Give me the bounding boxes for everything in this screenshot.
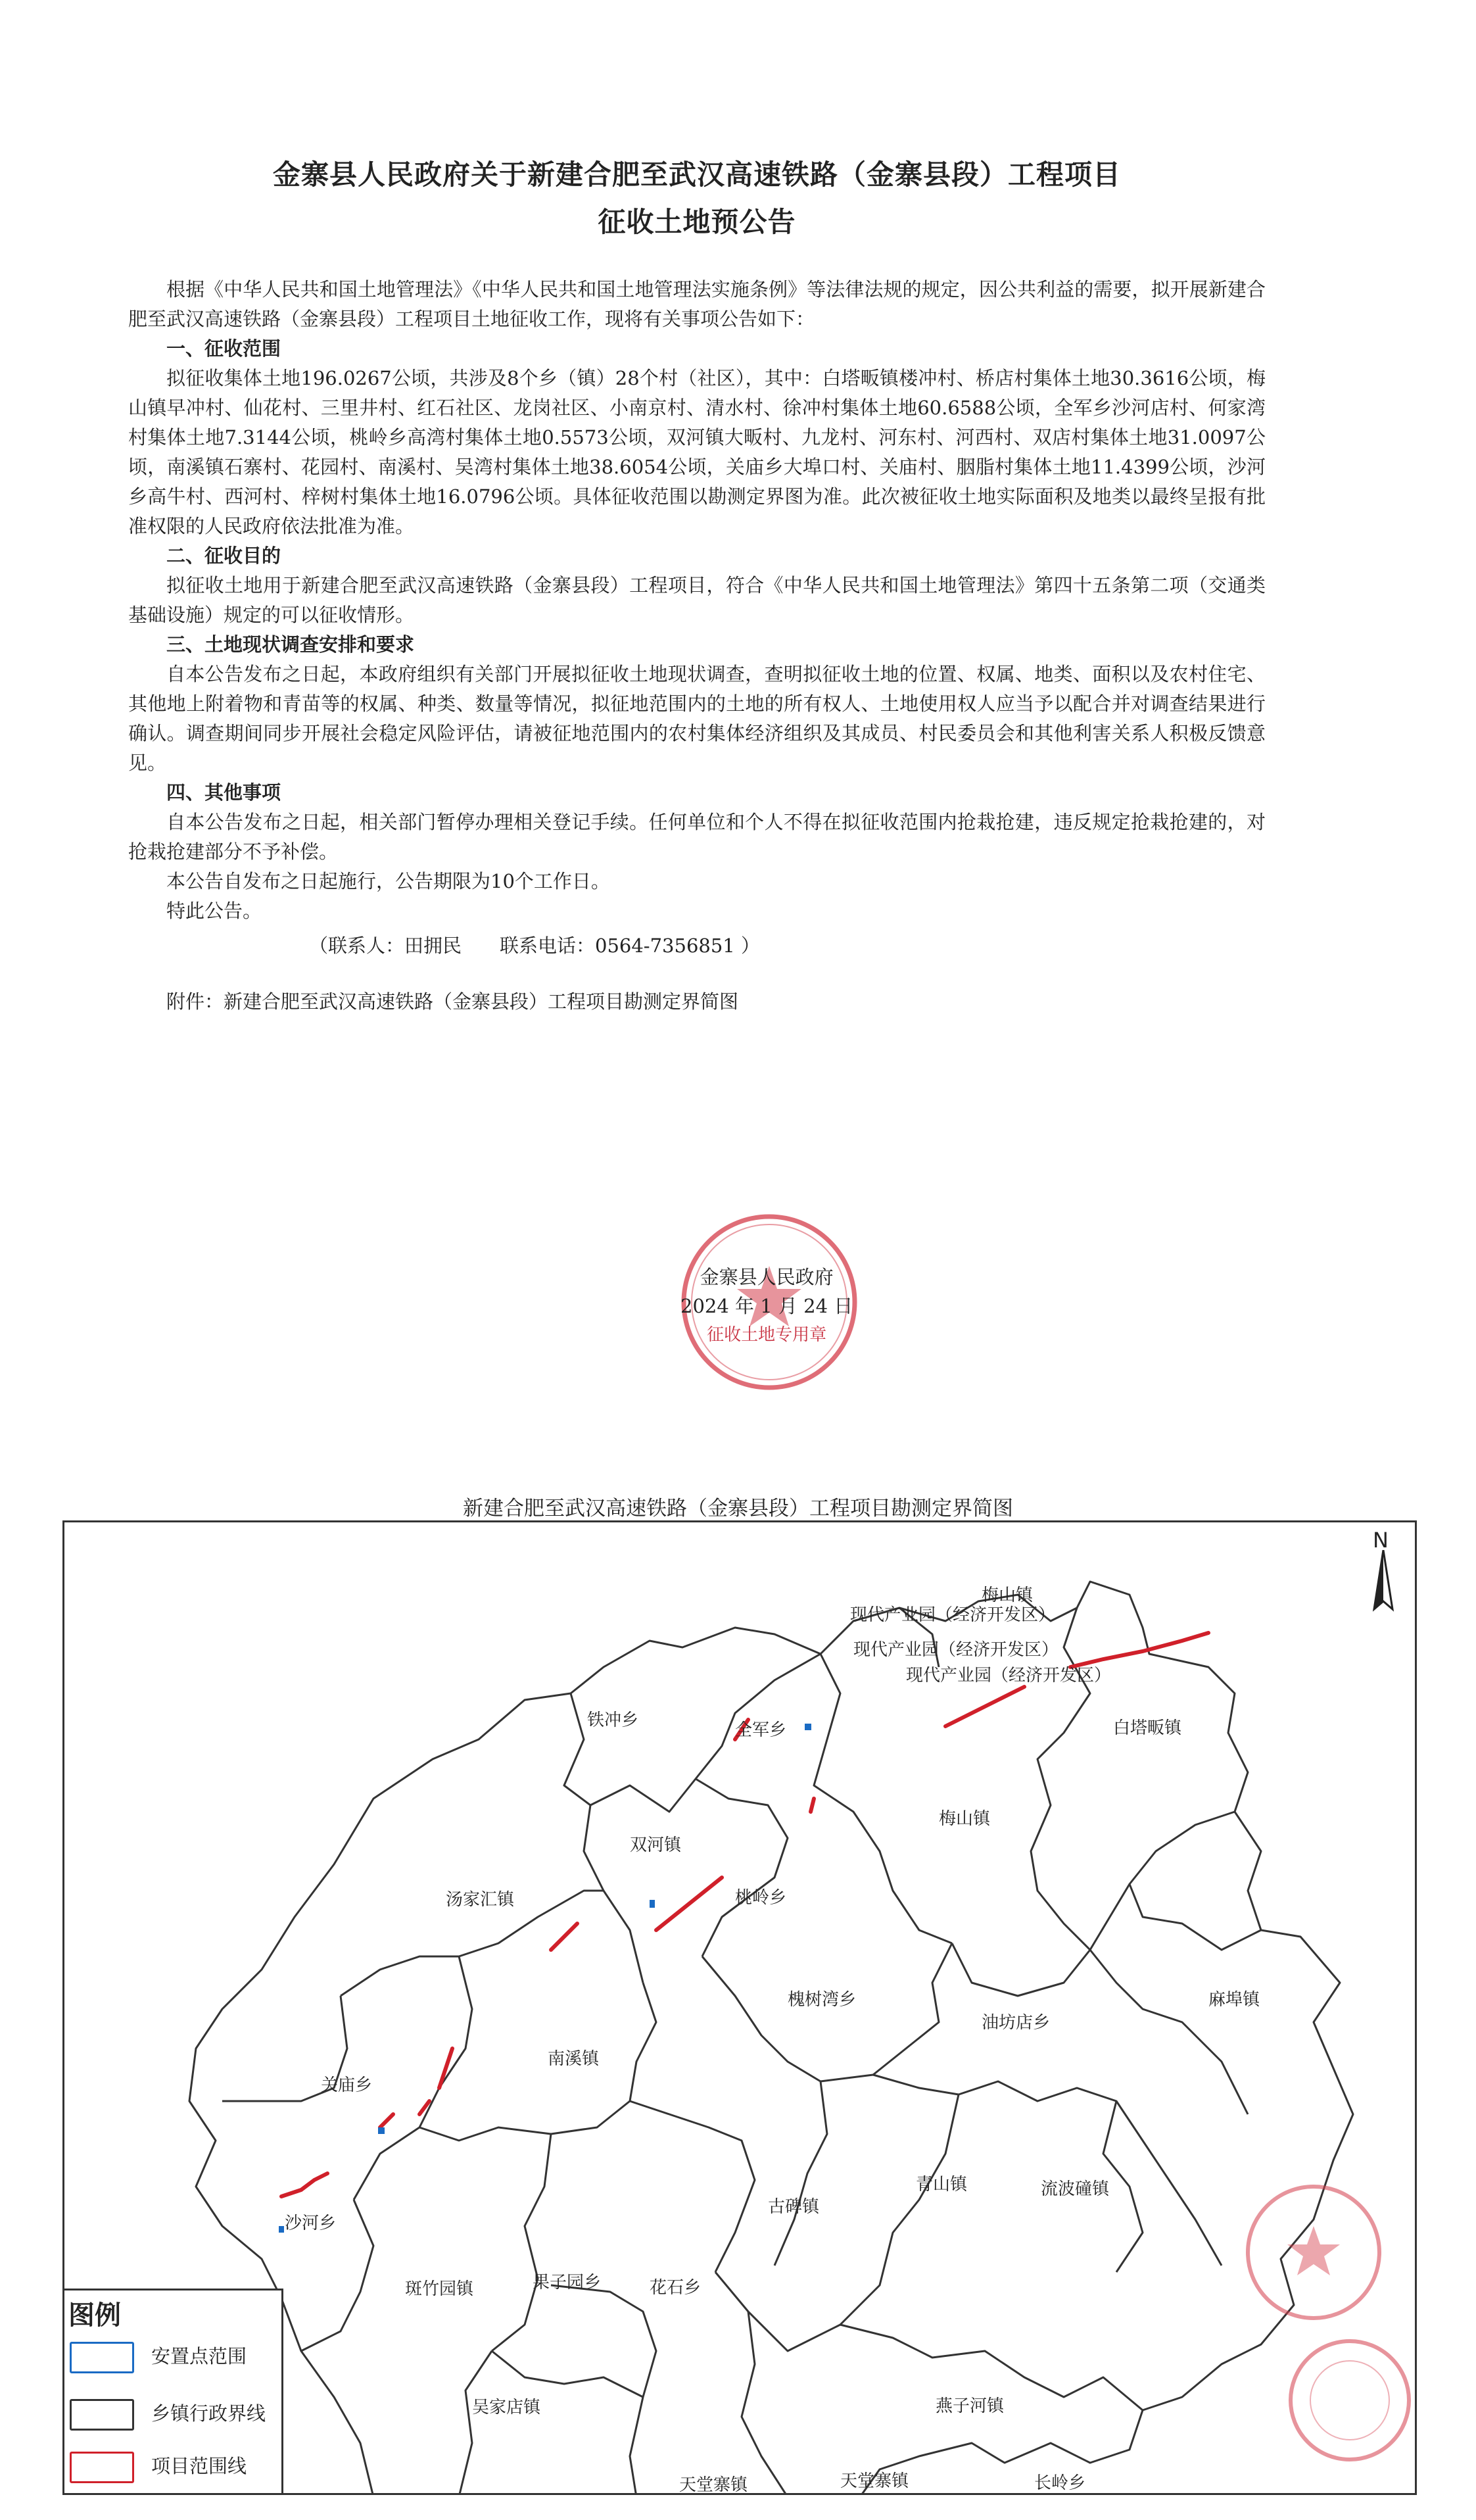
map-town-label: 桃岭乡 [735, 1888, 787, 1908]
map-town-label: 关庙乡 [321, 2075, 373, 2095]
map-town-label: 白塔畈镇 [1113, 1718, 1182, 1738]
north-arrow-icon [1364, 1530, 1403, 1596]
land-survey-seal-icon [1284, 2335, 1416, 2466]
map-town-label: 花石乡 [650, 2278, 702, 2298]
section-paragraph: 自本公告发布之日起，相关部门暂停办理相关登记手续。任何单位和个人不得在拟征收范围内抢栽抢建，违反规定抢栽抢建的，对抢栽抢建部分不予补偿。 [128, 811, 1266, 863]
map-town-label: 青山镇 [916, 2175, 968, 2194]
notice-document [128, 151, 1266, 1017]
section-paragraph: 特此公告。 [166, 900, 262, 922]
legend-label: 项目范围线 [151, 2455, 247, 2477]
map-town-label: 油坊店乡 [982, 2013, 1051, 2033]
map-town-label: 梅山镇 [982, 1586, 1034, 1605]
map-town-label: 汤家汇镇 [446, 1890, 515, 1910]
attachment-note: 附件：新建合肥至武汉高速铁路（金寨县段）工程项目勘测定界简图 [166, 990, 739, 1013]
section-paragraph: 拟征收集体土地196.0267公顷，共涉及8个乡（镇）28个村（社区），其中：白塔畈镇楼冲村、桥店村集体土地30.3616公顷，梅山镇早冲村、仙花村、三里井村、红石社区、龙岗社区、小南京村、清水村、徐冲村集体土地60.6588公顷，全军乡沙河店村、何家湾村集体土地7.3144公顷，桃岭乡高湾村集体土地0.5573公顷，双河镇大畈村、九龙村、河东村、河西村、双店村集体土地31.0097公顷，南溪镇石寨村、花园村、南溪村、吴湾村集体土地38.6054公顷，关庙乡大埠口村、关庙村、胭脂村集体土地11.4399公顷，沙河乡高牛村、西河村、梓树村集体土地16.0796公顷。具体征收范围以勘测定界图为准。此次被征收土地实际面积及地类以最终呈报有批准权限的人民政府依法批准为准。 [128, 367, 1266, 537]
notice-title-line1: 金寨县人民政府关于新建合肥至武汉高速铁路（金寨县段）工程项目 [272, 158, 1121, 191]
map-town-label: 斑竹园镇 [405, 2279, 474, 2299]
map-town-label: 现代产业园（经济开发区） [906, 1666, 1112, 1685]
legend-label: 乡镇行政界线 [151, 2402, 266, 2425]
seal-text: 征收土地专用章 [707, 1325, 827, 1345]
legend-title: 图例 [68, 2300, 121, 2331]
legend-item-project-line [70, 2452, 247, 2483]
map-town-label: 流波䃥镇 [1041, 2179, 1110, 2199]
settlement-swatch-icon [70, 2342, 134, 2373]
map-town-label: 古碑镇 [768, 2197, 820, 2217]
map-legend [64, 2289, 283, 2495]
map-town-label: 燕子河镇 [936, 2396, 1005, 2416]
map-town-label: 槐树湾乡 [788, 1990, 857, 2010]
map-town-label: 现代产业园（经济开发区） [850, 1605, 1056, 1625]
boundary-swatch-icon [70, 2399, 134, 2431]
project-line-swatch-icon [70, 2452, 134, 2483]
map-title: 新建合肥至武汉高速铁路（金寨县段）工程项目勘测定界简图 [463, 1497, 1013, 1520]
map-town-label: 铁冲乡 [587, 1710, 639, 1730]
legend-item-township-boundary [70, 2399, 266, 2431]
bureau-seal-icon [1241, 2180, 1386, 2325]
north-label: N [1373, 1528, 1389, 1553]
section-paragraph: 拟征收土地用于新建合肥至武汉高速铁路（金寨县段）工程项目，符合《中华人民共和国土地管理法》第四十五条第二项（交通类基础设施）规定的可以征收情形。 [128, 574, 1266, 626]
map-town-label: 天堂寨镇 [840, 2471, 909, 2491]
map-town-label: 天堂寨镇 [679, 2475, 748, 2495]
map-town-label: 全军乡 [735, 1720, 787, 1740]
section-paragraph: 本公告自发布之日起施行，公告期限为10个工作日。 [166, 870, 610, 892]
map-town-label: 南溪镇 [548, 2049, 600, 2069]
legend-label: 安置点范围 [151, 2345, 247, 2367]
map-town-label: 现代产业园（经济开发区） [853, 1640, 1059, 1660]
signature-org: 金寨县人民政府 [700, 1266, 834, 1288]
contact-info: （联系人：田拥民 联系电话：0564-7356851 ） [309, 934, 760, 957]
map-town-label: 沙河乡 [285, 2214, 337, 2233]
map-town-label: 吴家店镇 [472, 2398, 541, 2417]
notice-intro: 根据《中华人民共和国土地管理法》《中华人民共和国土地管理法实施条例》等法律法规的规定，因公共利益的需要，拟开展新建合肥至武汉高速铁路（金寨县段）工程项目土地征收工作，现将有关事项公告如下： [128, 278, 1266, 330]
map-town-label: 麻埠镇 [1208, 1990, 1260, 2010]
legend-item-settlement [70, 2342, 247, 2373]
signature-date: 2024 年 1 月 24 日 [680, 1295, 853, 1317]
section-heading-scope: 一、征收范围 [166, 337, 281, 360]
map-town-label: 梅山镇 [939, 1809, 991, 1829]
map-town-label: 双河镇 [630, 1835, 682, 1855]
section-paragraph: 自本公告发布之日起，本政府组织有关部门开展拟征收土地现状调查，查明拟征收土地的位置、权属、地类、面积以及农村住宅、其他地上附着物和青苗等的权属、种类、数量等情况，拟征地范围内的土地的所有权人、土地使用权人应当予以配合并对调查结果进行确认。调查期间同步开展社会稳定风险评估，请被征地范围内的农村集体经济组织及其成员、村民委员会和其他利害关系人积极反馈意见。 [128, 663, 1266, 774]
signature-block [680, 1263, 853, 1349]
map-town-label: 长岭乡 [1034, 2473, 1086, 2493]
section-heading-purpose: 二、征收目的 [166, 545, 281, 567]
section-heading-other: 四、其他事项 [166, 781, 281, 804]
map-town-label: 果子园乡 [533, 2273, 602, 2292]
notice-title-line2: 征收土地预公告 [598, 206, 796, 238]
survey-map [62, 1520, 1417, 2495]
section-heading-survey: 三、土地现状调查安排和要求 [166, 633, 415, 656]
